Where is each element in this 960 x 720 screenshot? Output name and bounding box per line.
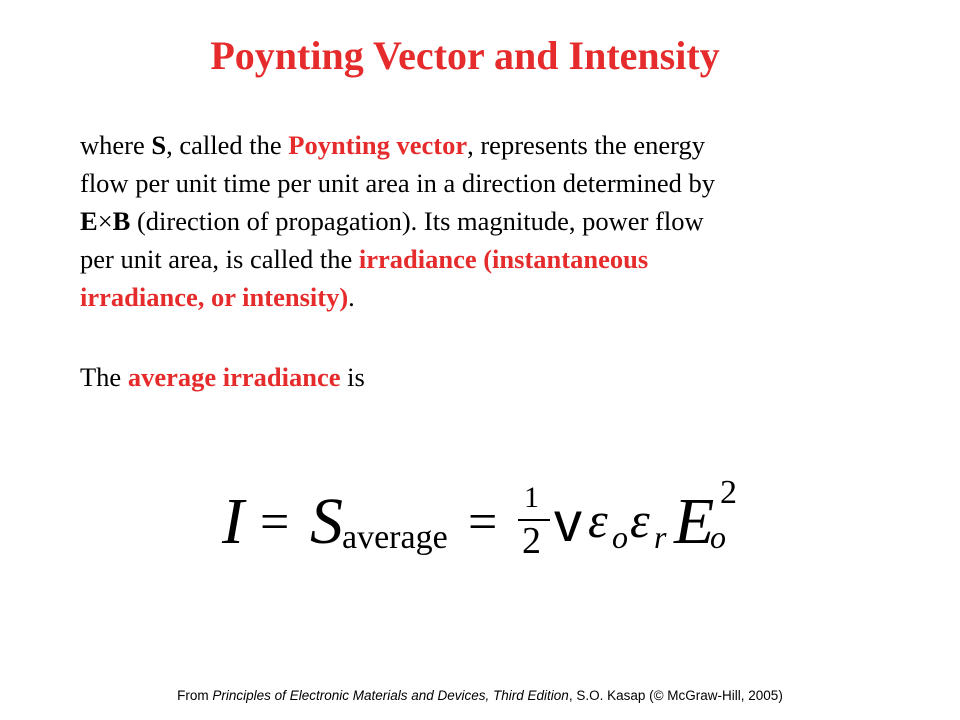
text: is	[340, 362, 365, 392]
text: , S.O. Kasap (© McGraw-Hill, 2005)	[568, 688, 783, 703]
text: .	[348, 282, 355, 312]
equation-svg	[210, 465, 770, 575]
term-irradiance: irradiance (instantaneous	[358, 244, 649, 274]
eq-s: S	[310, 485, 343, 558]
term-poynting-vector: Poynting vector	[288, 130, 468, 160]
eq-lhs-i: I	[222, 485, 244, 558]
definition-paragraph	[80, 126, 860, 316]
text: (direction of propagation). Its magnitude, power flow	[130, 206, 704, 236]
eq-epsilon-2: ε	[630, 492, 650, 548]
average-irradiance-equation	[210, 465, 770, 575]
eq-equals-2: =	[468, 494, 498, 551]
text: per unit area, is called the	[80, 244, 359, 274]
text: The	[80, 362, 128, 392]
eq-frac-denominator: 2	[522, 520, 541, 562]
text: , represents the energy	[467, 130, 706, 160]
paragraph-line-2: flow per unit time per unit area in a direction determined by	[80, 168, 716, 198]
term-irradiance-cont: irradiance, or intensity)	[80, 282, 349, 312]
eq-e-subscript: o	[710, 519, 726, 555]
cross-product-sign: ×	[97, 206, 113, 236]
text: where	[80, 130, 152, 160]
paragraph-line-1	[80, 126, 860, 164]
book-title: Principles of Electronic Materials and Devices, Third Edition	[212, 688, 569, 703]
eq-epsilon-2-sub: r	[654, 519, 667, 555]
eq-frac-numerator: 1	[524, 481, 539, 514]
eq-equals-1: =	[260, 494, 290, 551]
eq-e-superscript: 2	[720, 474, 737, 511]
eq-epsilon-1: ε	[588, 492, 608, 548]
symbol-s: S	[151, 130, 167, 160]
symbol-e: E	[80, 206, 98, 236]
eq-s-subscript: average	[342, 519, 448, 556]
text: From	[177, 688, 213, 703]
symbol-b: B	[112, 206, 131, 236]
eq-e: E	[674, 485, 715, 558]
eq-epsilon-1-sub: o	[612, 519, 628, 555]
paragraph-line-4	[80, 240, 860, 278]
text: , called the	[166, 130, 289, 160]
eq-v: v	[554, 490, 582, 553]
average-irradiance-line	[80, 358, 365, 396]
paragraph-line-5	[80, 278, 860, 316]
term-average-irradiance: average irradiance	[127, 362, 341, 392]
slide-title: Poynting Vector and Intensity	[210, 33, 720, 78]
paragraph-line-3	[80, 202, 860, 240]
source-citation	[0, 688, 960, 703]
